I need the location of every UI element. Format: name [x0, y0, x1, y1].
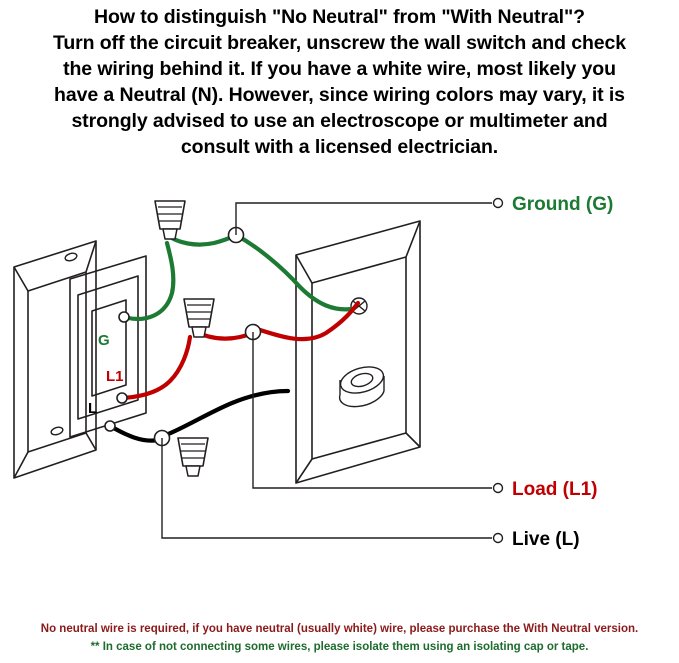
- title-line-2: Turn off the circuit breaker, unscrew the wall switch and check: [52, 32, 627, 54]
- label-terminal-g: G: [98, 332, 110, 349]
- title-line-4: have a Neutral (N). However, since wiring colors may vary, it is: [54, 84, 625, 106]
- title-line-1: How to distinguish "No Neutral" from "With Neutral"?: [94, 6, 585, 28]
- label-live: Live (L): [512, 529, 580, 550]
- label-ground: Ground (G): [512, 195, 614, 215]
- wall-box-inner-details: [338, 298, 387, 407]
- load-wire: [122, 303, 358, 398]
- label-terminal-l: L: [88, 400, 98, 417]
- title-line-3: the wiring behind it. If you have a white wire, most likely you: [63, 58, 616, 80]
- footnote-neutral: No neutral wire is required, if you have neutral (usually white) wire, please purchase the With Neutral version.: [40, 623, 639, 635]
- footnote-isolate: ** In case of not connecting some wires, please isolate them using an isolating cap or tape.: [90, 641, 589, 653]
- label-load: Load (L1): [512, 479, 598, 500]
- ground-wire-nut: [155, 201, 185, 239]
- title-line-6: consult with a licensed electrician.: [180, 136, 499, 158]
- wall-plate-outline: [14, 241, 96, 478]
- ground-wire: [124, 235, 236, 319]
- wiring-diagram: [0, 195, 679, 575]
- page-title: [0, 4, 679, 160]
- live-wire-nut: [178, 438, 208, 476]
- leader-lines: [162, 199, 503, 543]
- load-wire-nut: [184, 299, 214, 337]
- title-line-5: strongly advised to use an electroscope or multimeter and: [71, 110, 608, 132]
- ground-wire-right: [236, 235, 352, 309]
- footnotes: [0, 620, 679, 656]
- wall-box-outline: [296, 221, 420, 483]
- label-terminal-l1: L1: [106, 368, 124, 385]
